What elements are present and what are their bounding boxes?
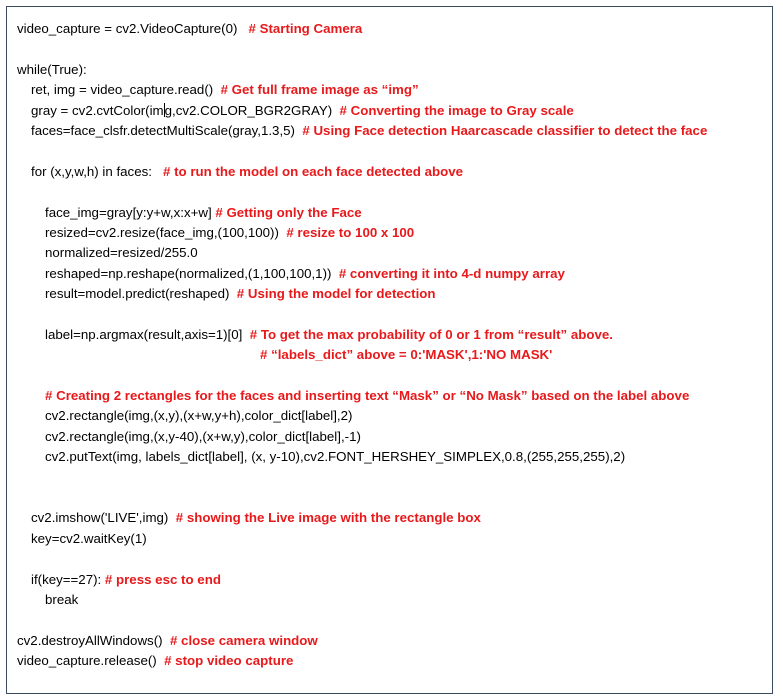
code-text: label=np.argmax(result,axis=1)[0] [45,326,250,342]
code-line [17,386,766,406]
code-text: g,cv2.COLOR_BGR2GRAY) [164,102,340,118]
code-line [17,264,766,284]
code-comment: # “labels_dict” above = 0:'MASK',1:'NO MASK' [260,347,553,363]
code-line [17,304,766,324]
code-comment: # stop video capture [164,653,294,669]
code-text: key=cv2.waitKey(1) [31,530,147,546]
code-text: cv2.rectangle(img,(x,y),(x+w,y+h),color_dict[label],2) [45,408,353,424]
code-text: for (x,y,w,h) in faces: [31,163,164,179]
code-comment: # Using the model for detection [236,286,436,302]
code-comment: # To get the max probability of 0 or 1 from “result” above. [249,326,614,342]
code-text: video_capture = cv2.VideoCapture(0) [17,21,249,36]
code-line [17,610,766,630]
code-text: ret, img = video_capture.read() [31,82,221,98]
code-comment: # press esc to end [104,571,221,587]
code-line [17,570,766,590]
code-text: resized=cv2.resize(face_img,(100,100)) [45,224,287,240]
code-comment: # to run the model on each face detected above [163,163,464,179]
code-comment: # Getting only the Face [215,204,362,220]
code-text: cv2.rectangle(img,(x,y-40),(x+w,y),color_dict[label],-1) [45,428,361,444]
code-line [17,590,766,610]
code-comment: # Creating 2 rectangles for the faces and inserting text “Mask” or “No Mask” based on the label above [45,388,690,404]
code-line [17,406,766,426]
code-comment: # Converting the image to Gray scale [339,102,574,118]
code-comment: # showing the Live image with the rectangle box [175,510,481,526]
code-frame [6,6,773,694]
code-comment: # close camera window [169,632,318,648]
code-text: cv2.putText(img, labels_dict[label], (x, y-10),cv2.FONT_HERSHEY_SIMPLEX,0.8,(255,255,255),2) [45,449,626,465]
code-line [17,101,766,121]
code-text: cv2.imshow('LIVE',img) [31,510,176,526]
code-text: result=model.predict(reshaped) [45,286,237,302]
code-line [17,162,766,182]
code-line [17,141,766,161]
code-text: face_img=gray[y:y+w,x:x+w] [45,204,216,220]
code-line [17,325,766,345]
code-line [17,488,766,508]
code-line [17,39,766,59]
code-line [17,223,766,243]
code-comment: # converting it into 4-d numpy array [338,265,565,281]
code-line [17,19,766,39]
code-line [17,121,766,141]
code-text: break [45,591,79,607]
code-line [17,345,766,365]
code-line [17,60,766,80]
code-line [17,651,766,671]
code-block [17,19,766,672]
code-comment: # Get full frame image as “img” [220,82,419,98]
code-line [17,427,766,447]
code-text: if(key==27): [31,571,105,587]
code-line [17,508,766,528]
code-text: video_capture.release() [17,653,165,669]
code-text: cv2.destroyAllWindows() [17,632,170,648]
code-comment: # Starting Camera [248,21,363,36]
code-line [17,447,766,467]
code-line [17,80,766,100]
code-line [17,284,766,304]
code-line [17,366,766,386]
code-line [17,203,766,223]
code-line [17,243,766,263]
code-line [17,631,766,651]
code-line [17,549,766,569]
code-text: gray = cv2.cvtColor(im [31,102,164,118]
code-comment: # Using Face detection Haarcascade classifier to detect the face [302,122,708,138]
code-text: reshaped=np.reshape(normalized,(1,100,100,1)) [45,265,339,281]
code-line [17,182,766,202]
code-text: normalized=resized/255.0 [45,245,198,261]
code-text: faces=face_clsfr.detectMultiScale(gray,1.3,5) [31,122,303,138]
code-line [17,468,766,488]
code-comment: # resize to 100 x 100 [286,224,415,240]
code-line [17,529,766,549]
code-text: while(True): [17,61,87,77]
